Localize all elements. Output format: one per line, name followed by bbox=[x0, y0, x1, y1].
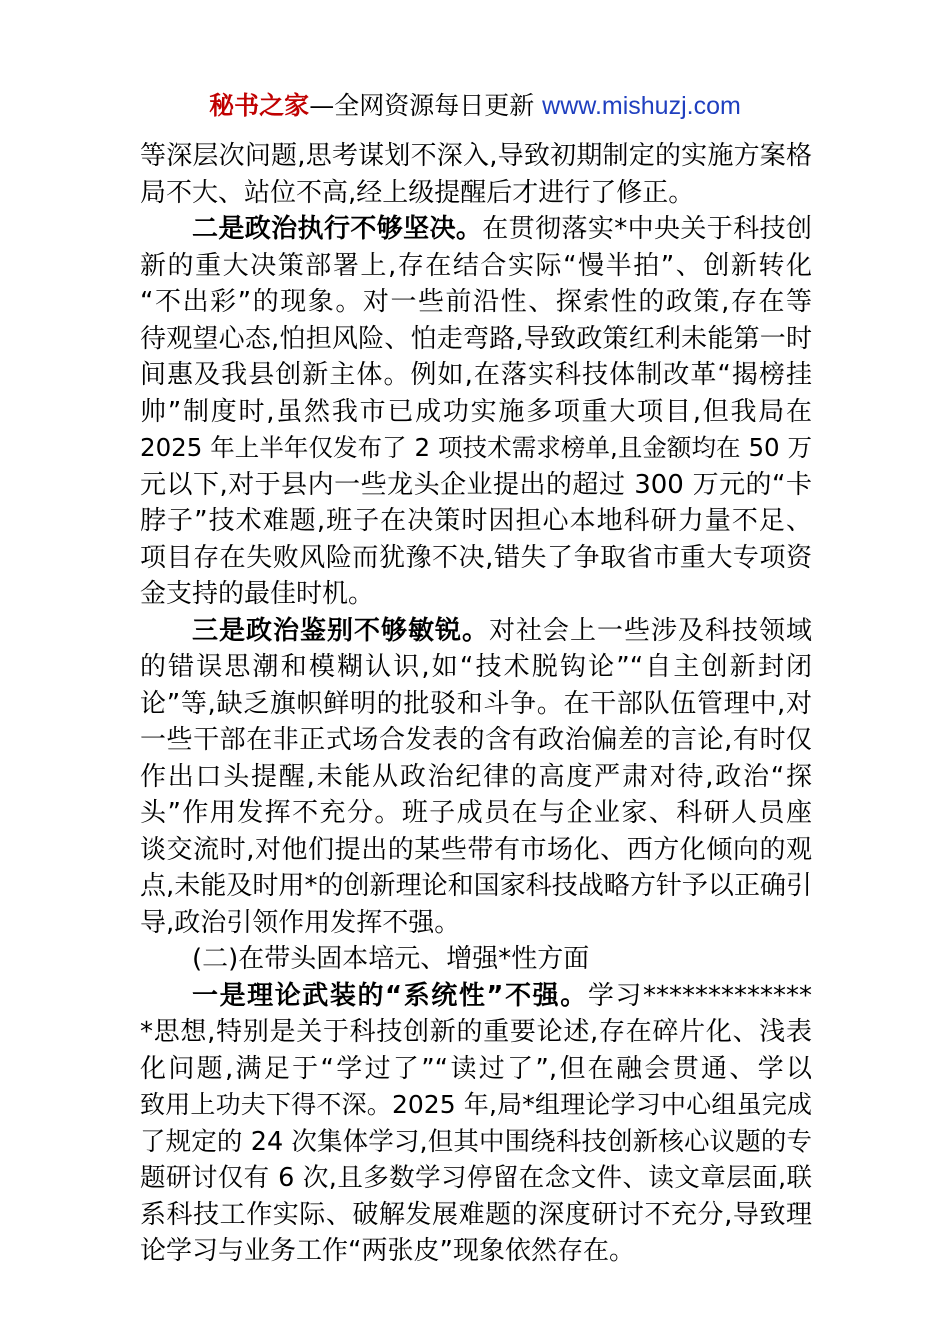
text-line bbox=[140, 759, 812, 796]
text-line bbox=[140, 576, 812, 613]
text-line bbox=[140, 1051, 812, 1088]
line-text: 论学习与业务工作“两张皮”现象依然存在。 bbox=[140, 1236, 635, 1266]
bold-heading: 三是政治鉴别不够敏锐。 bbox=[192, 615, 489, 646]
line-text: 脖子”技术难题,班子在决策时因担心本地科研力量不足、 bbox=[140, 506, 812, 536]
line-text: 待观望心态,怕担风险、怕走弯路,导致政策红利未能第一时 bbox=[140, 323, 812, 354]
line-text: 论”等,缺乏旗帜鲜明的批驳和斗争。在干部队伍管理中,对 bbox=[140, 688, 812, 719]
text-line bbox=[140, 868, 812, 905]
text-line bbox=[140, 321, 812, 358]
line-text: 2025 年上半年仅发布了 2 项技术需求榜单,且金额均在 50 万 bbox=[140, 433, 812, 462]
text-line bbox=[140, 1124, 812, 1161]
line-text: 新的重大决策部署上,存在结合实际“慢半拍”、创新转化 bbox=[140, 250, 812, 281]
text-line bbox=[140, 978, 812, 1015]
line-text: *思想,特别是关于科技创新的重要论述,存在碎片化、浅表 bbox=[140, 1017, 812, 1047]
text-line bbox=[140, 284, 812, 321]
line-text: 点,未能及时用*的创新理论和国家科技战略方针予以正确引 bbox=[140, 871, 812, 901]
text-line bbox=[140, 1160, 812, 1197]
text-line bbox=[140, 1014, 812, 1051]
text-line bbox=[140, 248, 812, 285]
line-text: 致用上功夫下得不深。2025 年,局*组理论学习中心组虽完成 bbox=[140, 1090, 812, 1119]
line-text: 局不大、站位不高,经上级提醒后才进行了修正。 bbox=[140, 177, 695, 208]
site-header bbox=[0, 86, 950, 126]
text-line bbox=[140, 138, 812, 175]
document-body bbox=[140, 138, 812, 1270]
text-line bbox=[140, 357, 812, 394]
text-line bbox=[140, 905, 812, 942]
text-line bbox=[140, 467, 812, 504]
text-line bbox=[140, 503, 812, 540]
line-text: 间惠及我县创新主体。例如,在落实科技体制改革“揭榜挂 bbox=[140, 360, 812, 390]
line-text: 作出口头提醒,未能从政治纪律的高度严肃对待,政治“探 bbox=[140, 761, 812, 792]
text-line bbox=[140, 613, 812, 650]
line-text: 对社会上一些涉及科技领域 bbox=[489, 615, 812, 646]
line-text: 学习************* bbox=[587, 980, 812, 1011]
line-text: 项目存在失败风险而犹豫不决,错失了争取省市重大专项资 bbox=[140, 542, 812, 573]
site-description: —全网资源每日更新 bbox=[309, 91, 535, 120]
line-text: 金支持的最佳时机。 bbox=[140, 579, 375, 609]
line-text: 帅”制度时,虽然我市已成功实施多项重大项目,但我局在 bbox=[140, 396, 812, 427]
line-text: 元以下,对于县内一些龙头企业提出的超过 300 万元的“卡 bbox=[140, 469, 812, 500]
text-line bbox=[140, 649, 812, 686]
line-text: 题研讨仅有 6 次,且多数学习停留在念文件、读文章层面,联 bbox=[140, 1163, 812, 1193]
line-text: 化问题,满足于“学过了”“读过了”,但在融会贯通、学以 bbox=[140, 1053, 812, 1084]
line-text: 等深层次问题,思考谋划不深入,导致初期制定的实施方案格 bbox=[140, 141, 812, 171]
line-text: 导,政治引领作用发挥不强。 bbox=[140, 907, 461, 938]
text-line bbox=[140, 1233, 812, 1270]
site-url-link[interactable]: www.mishuzj.com bbox=[542, 92, 741, 120]
text-line bbox=[140, 941, 812, 978]
line-text: (二)在带头固本培元、增强*性方面 bbox=[192, 944, 590, 974]
line-text: 谈交流时,对他们提出的某些带有市场化、西方化倾向的观 bbox=[140, 834, 812, 865]
text-line bbox=[140, 832, 812, 869]
line-text: 了规定的 24 次集体学习,但其中围绕科技创新核心议题的专 bbox=[140, 1126, 812, 1157]
line-text: 的错误思潮和模糊认识,如“技术脱钩论”“自主创新封闭 bbox=[140, 652, 812, 682]
bold-heading: 二是政治执行不够坚决。 bbox=[192, 214, 483, 244]
site-brand: 秘书之家 bbox=[209, 91, 310, 120]
text-line bbox=[140, 1197, 812, 1234]
bold-heading: 一是理论武装的“系统性”不强。 bbox=[192, 980, 588, 1011]
text-line bbox=[140, 430, 812, 467]
text-line bbox=[140, 795, 812, 832]
line-text: 在贯彻落实*中央关于科技创 bbox=[482, 214, 812, 244]
line-text: 系科技工作实际、破解发展难题的深度研讨不充分,导致理 bbox=[140, 1199, 812, 1230]
text-line bbox=[140, 1087, 812, 1124]
text-line bbox=[140, 722, 812, 759]
line-text: 一些干部在非正式场合发表的含有政治偏差的言论,有时仅 bbox=[140, 725, 812, 755]
text-line bbox=[140, 686, 812, 723]
text-line bbox=[140, 175, 812, 212]
text-line bbox=[140, 540, 812, 577]
text-line bbox=[140, 394, 812, 431]
line-text: 头”作用发挥不充分。班子成员在与企业家、科研人员座 bbox=[140, 798, 812, 828]
line-text: “不出彩”的现象。对一些前沿性、探索性的政策,存在等 bbox=[140, 287, 812, 317]
text-line bbox=[140, 211, 812, 248]
